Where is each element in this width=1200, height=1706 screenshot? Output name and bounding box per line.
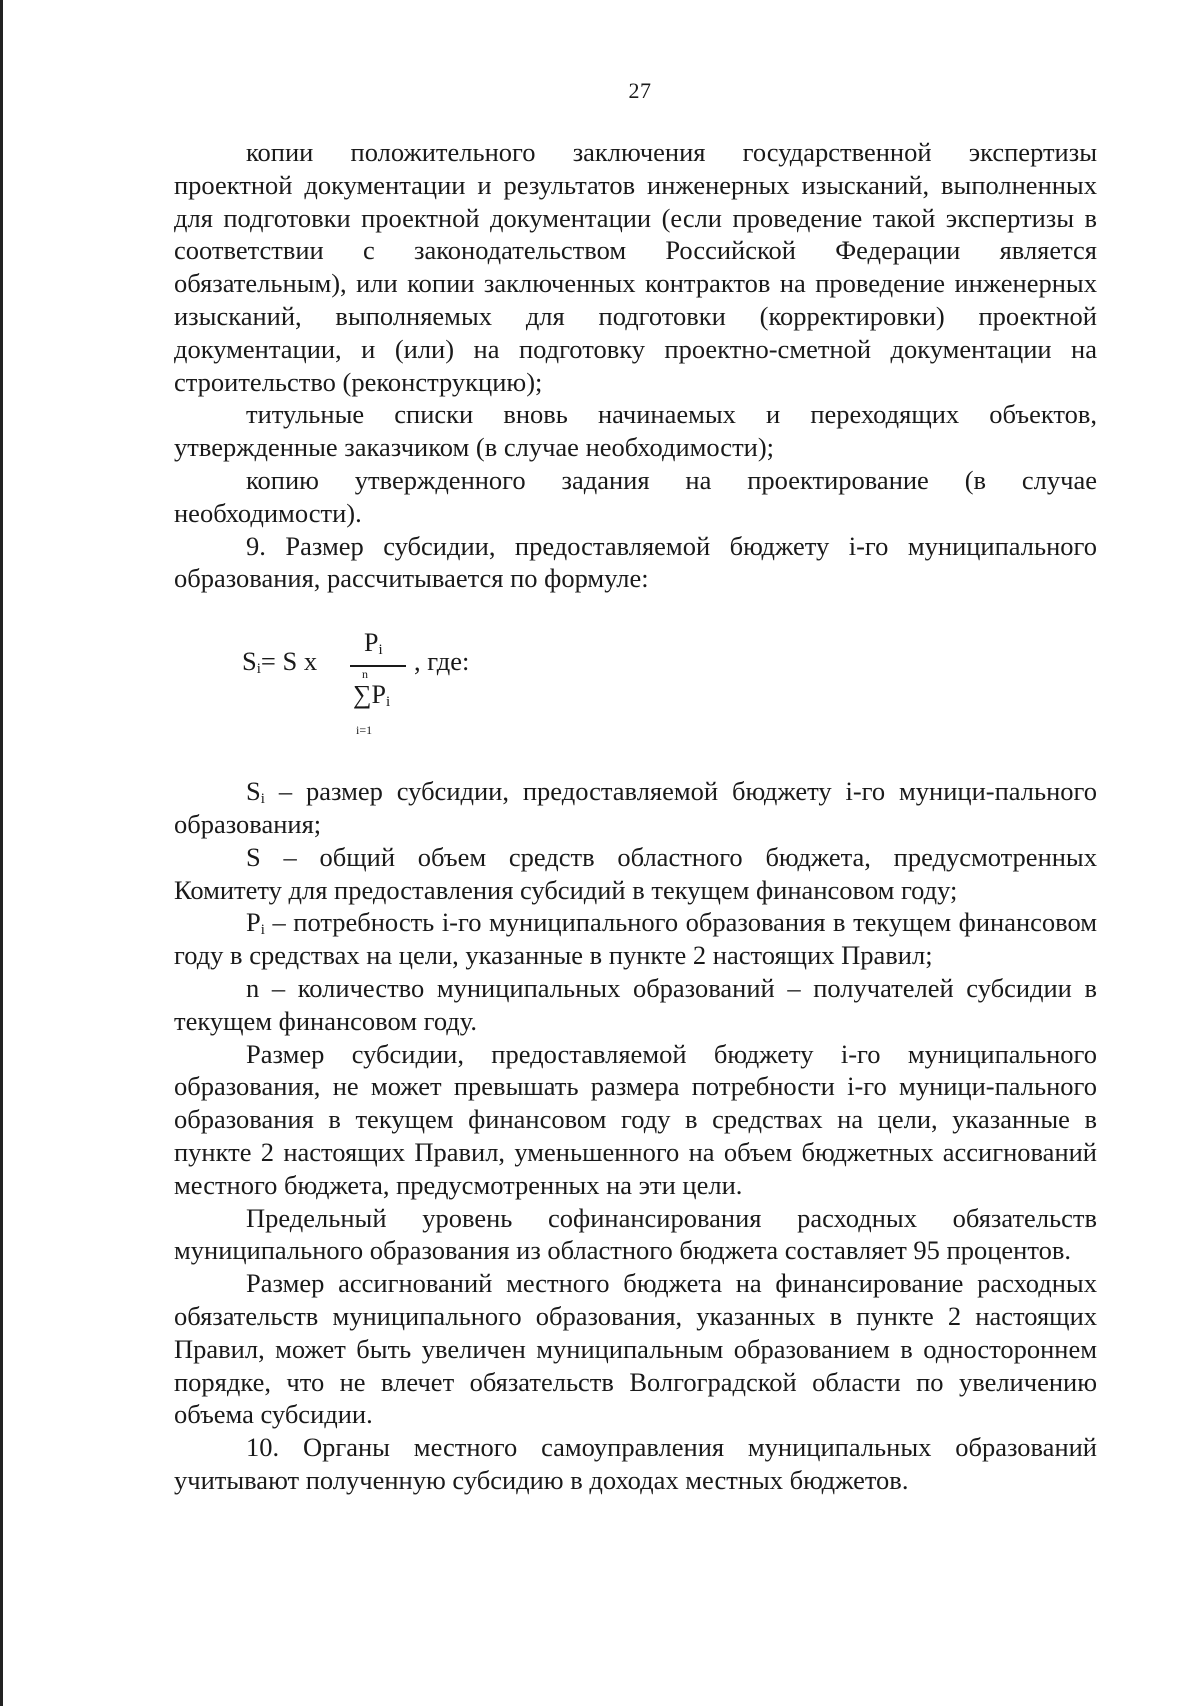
formula-where: , где:: [414, 646, 470, 677]
formula-lhs: $S_i= S$ x: [242, 646, 318, 678]
definition-s: S – общий объем средств областного бюджета, предусмотренных Комитету для предоставления субсидий в текущем финансовом году;: [174, 841, 1097, 905]
paragraph-design-assignment: копию утвержденного задания на проектирование (в случае необходимости).: [174, 464, 1097, 528]
page-number: 27: [628, 78, 652, 103]
scan-edge: [0, 0, 3, 1706]
formula-denominator: $\sum P_i$: [353, 680, 391, 711]
definition-si: $S_i$ – размер субсидии, предоставляемой бюджету i-го муници-пального образования;: [174, 776, 1097, 839]
fraction-bar: [350, 665, 406, 667]
paragraph-expertise-copies: копии положительного заключения государственной экспертизы проектной документации и результатов инженерных изысканий, выполненных для подготовки проектной документации (если проведение такой экспертизы в соответствии с законодательством Российской Федерации является обязательным), или копии заключенных контрактов на проведение инженерных изысканий, выполняемых для подготовки (корректировки) проектной документации, и (или) на подготовку проектно-сметной документации на строительство (реконструкцию);: [174, 137, 1097, 397]
formula-fraction: [350, 623, 408, 743]
paragraph-title-lists: титульные списки вновь начинаемых и переходящих объектов, утвержденные заказчиком (в случае необходимости);: [174, 399, 1097, 463]
paragraph-local-authorities: 10. Органы местного самоуправления муниципальных образований учитывают полученную субсидию в доходах местных бюджетов.: [174, 1432, 1097, 1495]
sum-upper-limit: n: [362, 667, 368, 682]
document-body: [174, 136, 1097, 1497]
subsidy-formula: [174, 615, 1097, 763]
definition-n: n – количество муниципальных образований – получателей субсидии в текущем финансовом году.: [174, 972, 1097, 1036]
definition-pi: $P_i$ – потребность i-го муниципального образования в текущем финансовом году в средствах на цели, указанные в пункте 2 настоящих Правил;: [174, 907, 1097, 971]
sum-lower-limit: i=1: [356, 723, 373, 738]
paragraph-subsidy-limit: Размер субсидии, предоставляемой бюджету i-го муниципального образования, не может превышать размера потребности i-го муници-пального образования в текущем финансовом году в средствах на цели, указанные в пункте 2 настоящих Правил, уменьшенного на объем бюджетных ассигнований местного бюджета, предусмотренных на эти цели.: [174, 1038, 1097, 1200]
paragraph-cofinancing-level: Предельный уровень софинансирования расходных обязательств муниципального образования из областного бюджета составляет 95 процентов.: [174, 1202, 1097, 1266]
paragraph-local-budget-increase: Размер ассигнований местного бюджета на финансирование расходных обязательств муниципального образования, указанных в пункте 2 настоящих Правил, может быть увеличен муниципальным образованием в одностороннем порядке, что не влечет обязательств Волгоградской области по увеличению объема субсидии.: [174, 1268, 1097, 1430]
formula-numerator: $P_i$: [364, 628, 383, 659]
paragraph-subsidy-size: 9. Размер субсидии, предоставляемой бюджету i-го муниципального образования, рассчитывается по формуле:: [174, 530, 1097, 594]
